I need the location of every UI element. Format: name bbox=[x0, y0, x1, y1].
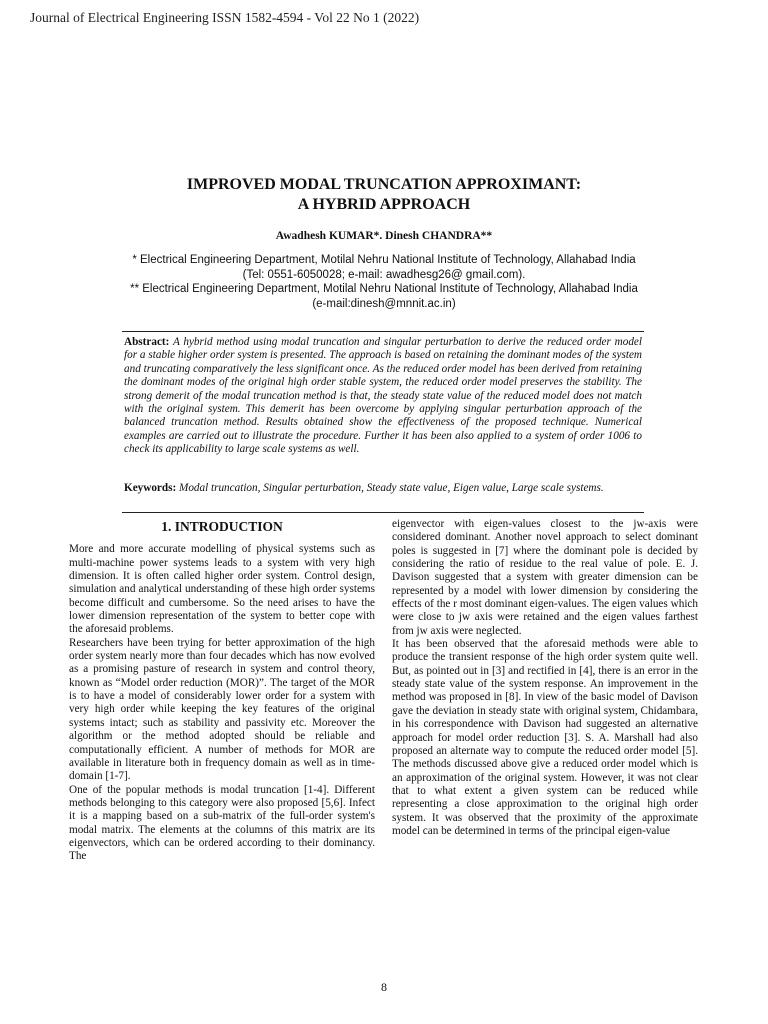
paragraph: eigenvector with eigen-values closest to the jw-axis were considered dominant. Another novel approach to select dominant poles is suggested in [7] where the dominant pole is decided by considering the ratio of residue to the real value of pole. E. J. Davison suggested that a system with greater dimension can be represented by a model with lower dimension by considering the effects of the r most dominant eigen-values. The eigen values which were close to jw axis were retained and the eigen values farthest from jw axis were neglected. bbox=[392, 518, 698, 637]
journal-header: Journal of Electrical Engineering ISSN 1582-4594 - Vol 22 No 1 (2022) bbox=[30, 10, 420, 25]
affiliations bbox=[0, 253, 768, 311]
paragraph: Researchers have been trying for better approximation of the high order system nearly more than four decades which has now evolved as a promising pasture of research in system and control theory, known as “Model order reduction (MOR)”. The target of the MOR is to have a model of considerably lower order for a system with very high order while keeping the key features of the original systems intact; such as stability and passivity etc. Moreover the algorithm or the method adopted should be reliable and computationally efficient. A number of methods for MOR are available in literature both in frequency domain as well as in time-domain [1-7]. bbox=[69, 636, 375, 783]
title-line-2: A HYBRID APPROACH bbox=[297, 196, 471, 213]
affiliation-line: * Electrical Engineering Department, Motilal Nehru National Institute of Technology, Allahabad India bbox=[132, 254, 636, 266]
paragraph: It has been observed that the aforesaid methods were able to produce the transient response of the high order system quite well. But, as pointed out in [3] and rectified in [4], there is an error in the steady state value of the system response. An improvement in the method was proposed in [8]. In view of the basic model of Davison gave the deviation in steady state with original system, Chidambara, in his correspondence with Davison had suggested an alternative approach for model order reduction [3]. S. A. Marshall had also proposed an alternate way to compute the reduced order model [5]. The methods discussed above give a reduced order model which is an approximation of the original system. However, it was not clear that to what extent a given system can be reduced while representing a close approximation to the original high order system. It was observed that the proximity of the approximate model can be determined in terms of the principal eigen-value bbox=[392, 638, 698, 837]
abstract-top-rule bbox=[122, 331, 644, 332]
paragraph: More and more accurate modelling of physical systems such as multi-machine power systems leads to a system with very high dimension. It is often called higher order system. Control design, simulation and analytical understanding of these high order systems become difficult and cumbersome. So the need arises to have the lower dimension representation of the system to better cope with the aforesaid problems. bbox=[69, 543, 375, 636]
section-heading: 1. INTRODUCTION bbox=[161, 519, 283, 534]
paragraph: One of the popular methods is modal truncation [1-4]. Different methods belonging to this category were also proposed [5,6]. Infect it is a mapping based on a sub-matrix of the full-order system's modal matrix. The elements at the columns of this matrix are its eigenvectors, which can be ordered according to their dominancy. The bbox=[69, 783, 375, 863]
right-column bbox=[392, 518, 698, 838]
keywords bbox=[124, 482, 642, 495]
keywords-label: Keywords: bbox=[124, 482, 177, 494]
abstract bbox=[124, 336, 642, 457]
left-column bbox=[69, 518, 375, 864]
page-number: 8 bbox=[381, 980, 387, 994]
abstract-label: Abstract: bbox=[124, 336, 170, 348]
authors: Awadhesh KUMAR*. Dinesh CHANDRA** bbox=[275, 230, 493, 242]
keywords-text: Modal truncation, Singular perturbation, Steady state value, Eigen value, Large scale systems. bbox=[179, 482, 604, 494]
abstract-text: A hybrid method using modal truncation and singular perturbation to derive the reduced order model for a stable higher order system is presented. The approach is based on retaining the dominant modes of the system and truncating comparatively the less significant once. As the reduced order model has been derived from retaining the dominant modes of the original high order stable system, the reduced order model preserves the stability. The strong demerit of the modal truncation method is that, the steady state value of the reduced model does not match with the original system. This demerit has been overcome by applying singular perturbation approach of the balanced truncation method. Results obtained show the effectiveness of the proposed technique. Numerical examples are carried out to illustrate the procedure. Further it has been also applied to a system of order 1006 to check its applicability to large scale systems as well. bbox=[124, 336, 642, 456]
title-line-1: IMPROVED MODAL TRUNCATION APPROXIMANT: bbox=[186, 176, 582, 193]
affiliation-line: (e-mail:dinesh@mnnit.ac.in) bbox=[312, 297, 456, 310]
abstract-bottom-rule bbox=[122, 512, 644, 513]
affiliation-line: ** Electrical Engineering Department, Motilal Nehru National Institute of Technology, Allahabad India bbox=[130, 283, 638, 295]
paper-title bbox=[0, 175, 768, 215]
affiliation-line: (Tel: 0551-6050028; e-mail: awadhesg26@ gmail.com). bbox=[242, 268, 526, 281]
